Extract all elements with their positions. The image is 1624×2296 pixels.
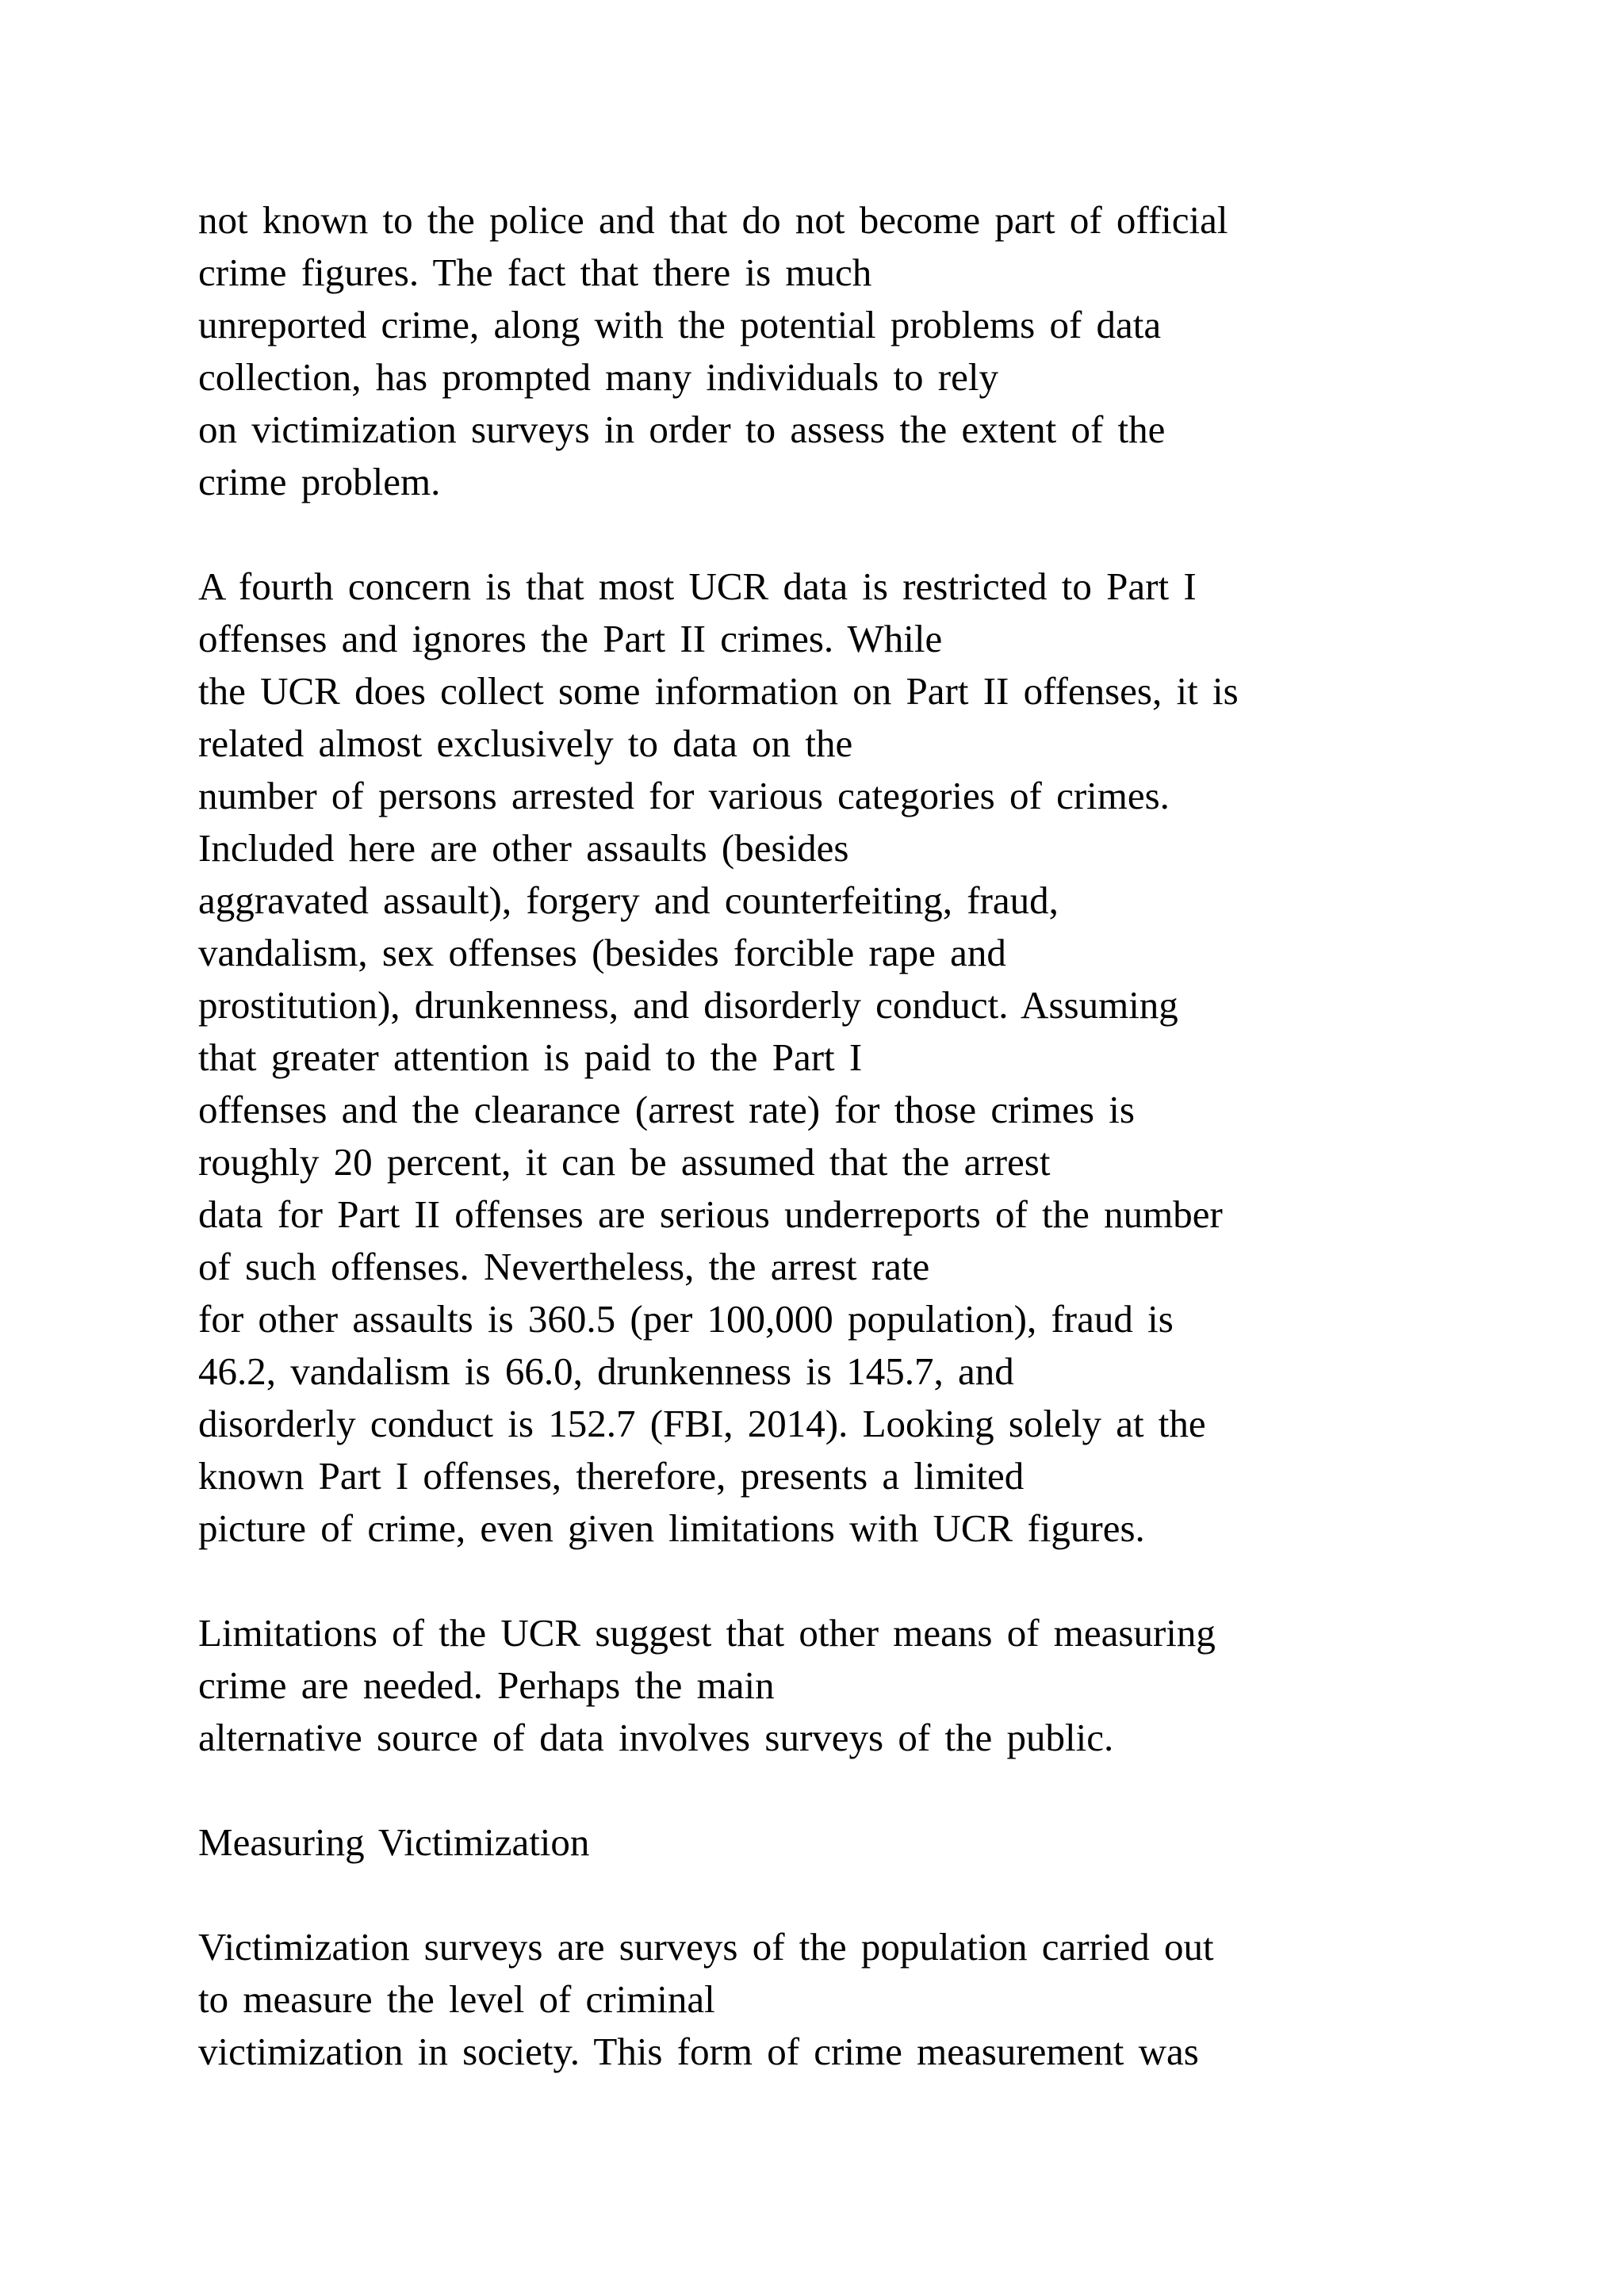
text-line: crime are needed. Perhaps the main — [198, 1663, 775, 1707]
text-line: 46.2, vandalism is 66.0, drunkenness is 145.7, and — [198, 1349, 1014, 1393]
text-line: data for Part II offenses are serious underreports of the number — [198, 1192, 1223, 1236]
text-line: known Part I offenses, therefore, presents a limited — [198, 1454, 1025, 1498]
paragraph-spacer — [198, 1555, 1562, 1607]
text-line: for other assaults is 360.5 (per 100,000 population), fraud is — [198, 1297, 1174, 1341]
paragraph-spacer — [198, 508, 1562, 561]
paragraph-3 — [198, 1607, 1562, 1764]
text-line: unreported crime, along with the potential problems of data — [198, 303, 1162, 346]
text-line: related almost exclusively to data on the — [198, 721, 853, 765]
text-line: on victimization surveys in order to assess the extent of the — [198, 408, 1166, 451]
text-line: number of persons arrested for various categories of crimes. — [198, 774, 1170, 817]
text-line: alternative source of data involves surveys of the public. — [198, 1716, 1114, 1759]
text-line: disorderly conduct is 152.7 (FBI, 2014). Looking solely at the — [198, 1402, 1206, 1445]
document-body — [198, 194, 1562, 2078]
text-line: vandalism, sex offenses (besides forcible rape and — [198, 931, 1006, 974]
text-line: aggravated assault), forgery and counterfeiting, fraud, — [198, 878, 1059, 922]
paragraph-1 — [198, 194, 1562, 508]
text-line: collection, has prompted many individuals to rely — [198, 355, 998, 399]
text-line: crime problem. — [198, 460, 441, 503]
text-line: crime figures. The fact that there is much — [198, 251, 872, 294]
paragraph-2 — [198, 561, 1562, 1555]
text-line: that greater attention is paid to the Part I — [198, 1035, 863, 1079]
text-line: Included here are other assaults (besides — [198, 826, 849, 870]
paragraph-spacer — [198, 1764, 1562, 1816]
paragraph-4 — [198, 1921, 1562, 2078]
text-line: to measure the level of criminal — [198, 1977, 715, 2021]
text-line: roughly 20 percent, it can be assumed that the arrest — [198, 1140, 1051, 1184]
text-line: of such offenses. Nevertheless, the arrest rate — [198, 1245, 930, 1288]
text-line: Victimization surveys are surveys of the population carried out — [198, 1925, 1214, 1969]
text-line: not known to the police and that do not become part of official — [198, 198, 1228, 242]
paragraph-spacer — [198, 1869, 1562, 1921]
text-line: Limitations of the UCR suggest that other means of measuring — [198, 1611, 1216, 1655]
section-heading: Measuring Victimization — [198, 1820, 590, 1864]
text-line: the UCR does collect some information on Part II offenses, it is — [198, 669, 1239, 713]
text-line: picture of crime, even given limitations with UCR figures. — [198, 1506, 1145, 1550]
text-line: A fourth concern is that most UCR data is restricted to Part I — [198, 564, 1197, 608]
text-line: offenses and the clearance (arrest rate) for those crimes is — [198, 1088, 1135, 1131]
text-line: offenses and ignores the Part II crimes. While — [198, 617, 943, 660]
text-line: prostitution), drunkenness, and disorderly conduct. Assuming — [198, 983, 1178, 1027]
text-line: victimization in society. This form of crime measurement was — [198, 2030, 1199, 2073]
